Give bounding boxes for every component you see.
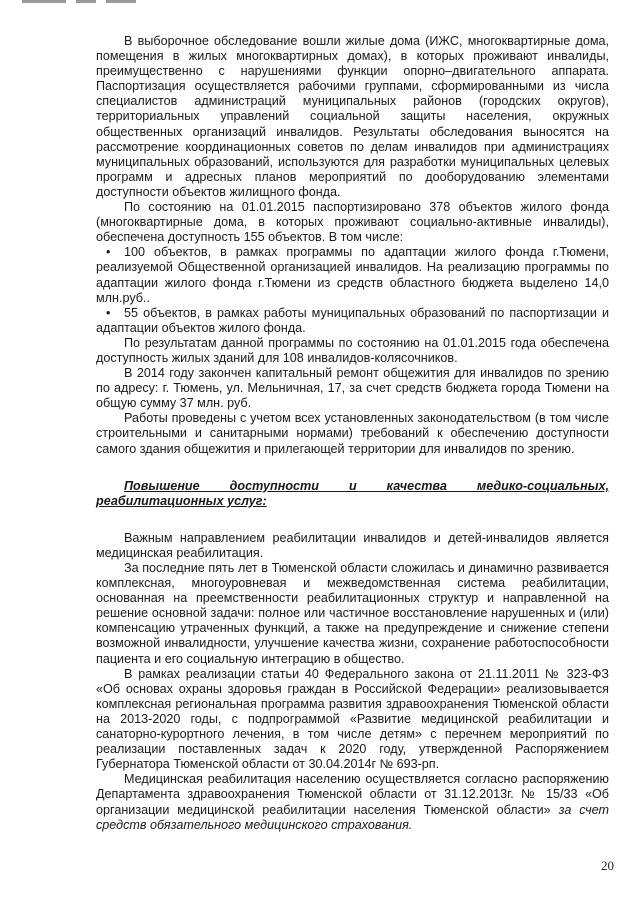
list-item-text: 55 объектов, в рамках работы муниципальных образований по паспортизации и адаптации объектов жилого фонда.	[96, 305, 609, 335]
page-number: 20	[601, 858, 614, 873]
paragraph-medical-rehab-order: Медицинская реабилитация населению осуществляется согласно распоряжению Департамента здравоохранения Тюменской области от 31.12.2013г. № 15/33 «Об организации медицинской реабилитации населения Тюменской области» за счет средств обязательного медицинского страхования.	[96, 772, 610, 832]
paragraph-federal-law: В рамках реализации статьи 40 Федерального закона от 21.11.2011 № 323-ФЗ «Об основах охраны здоровья граждан в Российской Федерации» реализовывается комплексная региональная программа развития здравоохранения Тюменской области на 2013-2020 годы, с подпрограммой «Развитие медицинской реабилитации и санаторно-курортного лечения, в том числе детям» с перечнем мероприятий по реализации поставленных задач к 2020 году, утвержденной Распоряжением Губернатора Тюменской области от 30.04.2014г № 693-рп.	[96, 666, 609, 772]
italic-phrase: за счет средств обязательного медицинского страхования.	[96, 802, 610, 832]
list-item	[96, 306, 609, 336]
scan-top-mark	[22, 0, 162, 3]
paragraph-survey: В выборочное обследование вошли жилые дома (ИЖС, многоквартирные дома, помещения в жилых многоквартирных домах), в которых проживают инвалиды, преимущественно с нарушениями функции опорно–двигательного аппарата. Паспортизация осуществляется рабочими группами, сформированными из числа специалистов администраций муниципальных районов (городских округов), территориальных управлений социальной защиты населения, окружных общественных организаций инвалидов. Результаты обследования выносятся на рассмотрение координационных советов по делам инвалидов при администрациях муниципальных образований, используются для разработки муниципальных целевых программ и адресных планов мероприятий по дооборудованию элементами доступности объектов жилищного фонда.	[96, 34, 609, 199]
list-item-text: 100 объектов, в рамках программы по адаптации жилого фонда г.Тюмени, реализуемой Общественной организацией инвалидов. На реализацию программы по адаптации жилого фонда г.Тюмени из средств областного бюджета выделено 14,0 млн.руб..	[96, 245, 609, 305]
paragraph-works-done: Работы проведены с учетом всех установленных законодательством (в том числе строительными и санитарными нормами) требований к обеспечению доступности самого здания общежития и прилегающей территории для инвалидов по зрению.	[96, 411, 609, 456]
paragraph-medical-rehab: Важным направлением реабилитации инвалидов и детей-инвалидов является медицинская реабилитация.	[96, 530, 609, 560]
paragraph-passport-status: По состоянию на 01.01.2015 паспортизировано 378 объектов жилого фонда (многоквартирные дома, в которых проживают социально-активные инвалиды), обеспечена доступность 155 объектов. В том числе:	[96, 200, 609, 245]
section-heading: Повышение доступности и качества медико-социальных, реабилитационных услуг:	[96, 478, 609, 508]
document-body	[96, 34, 609, 833]
paragraph-program-results: По результатам данной программы по состоянию на 01.01.2015 года обеспечена доступность жилых зданий для 108 инвалидов-колясочников.	[96, 335, 609, 365]
paragraph-dormitory-repair: В 2014 году закончен капитальный ремонт общежития для инвалидов по зрению по адресу: г. Тюмень, ул. Мельничная, 17, за счет средств бюджета города Тюмени на общую сумму 37 млн. руб.	[96, 366, 609, 411]
bullet-icon: •	[106, 245, 111, 260]
paragraph-rehab-system: За последние пять лет в Тюменской области сложилась и динамично развивается комплексная, многоуровневая и межведомственная система реабилитации, основанная на преемственности реабилитационных структур и направленной на решение основной задачи: полное или частичное восстановление нарушенных и (или) компенсацию утраченных функций, а также на предупреждение и снижение степени возможной инвалидности, улучшение качества жизни, сохранение работоспособности пациента и его социальную интеграцию в общество.	[96, 561, 609, 666]
list-item	[96, 245, 609, 305]
bullet-icon: •	[106, 305, 111, 320]
